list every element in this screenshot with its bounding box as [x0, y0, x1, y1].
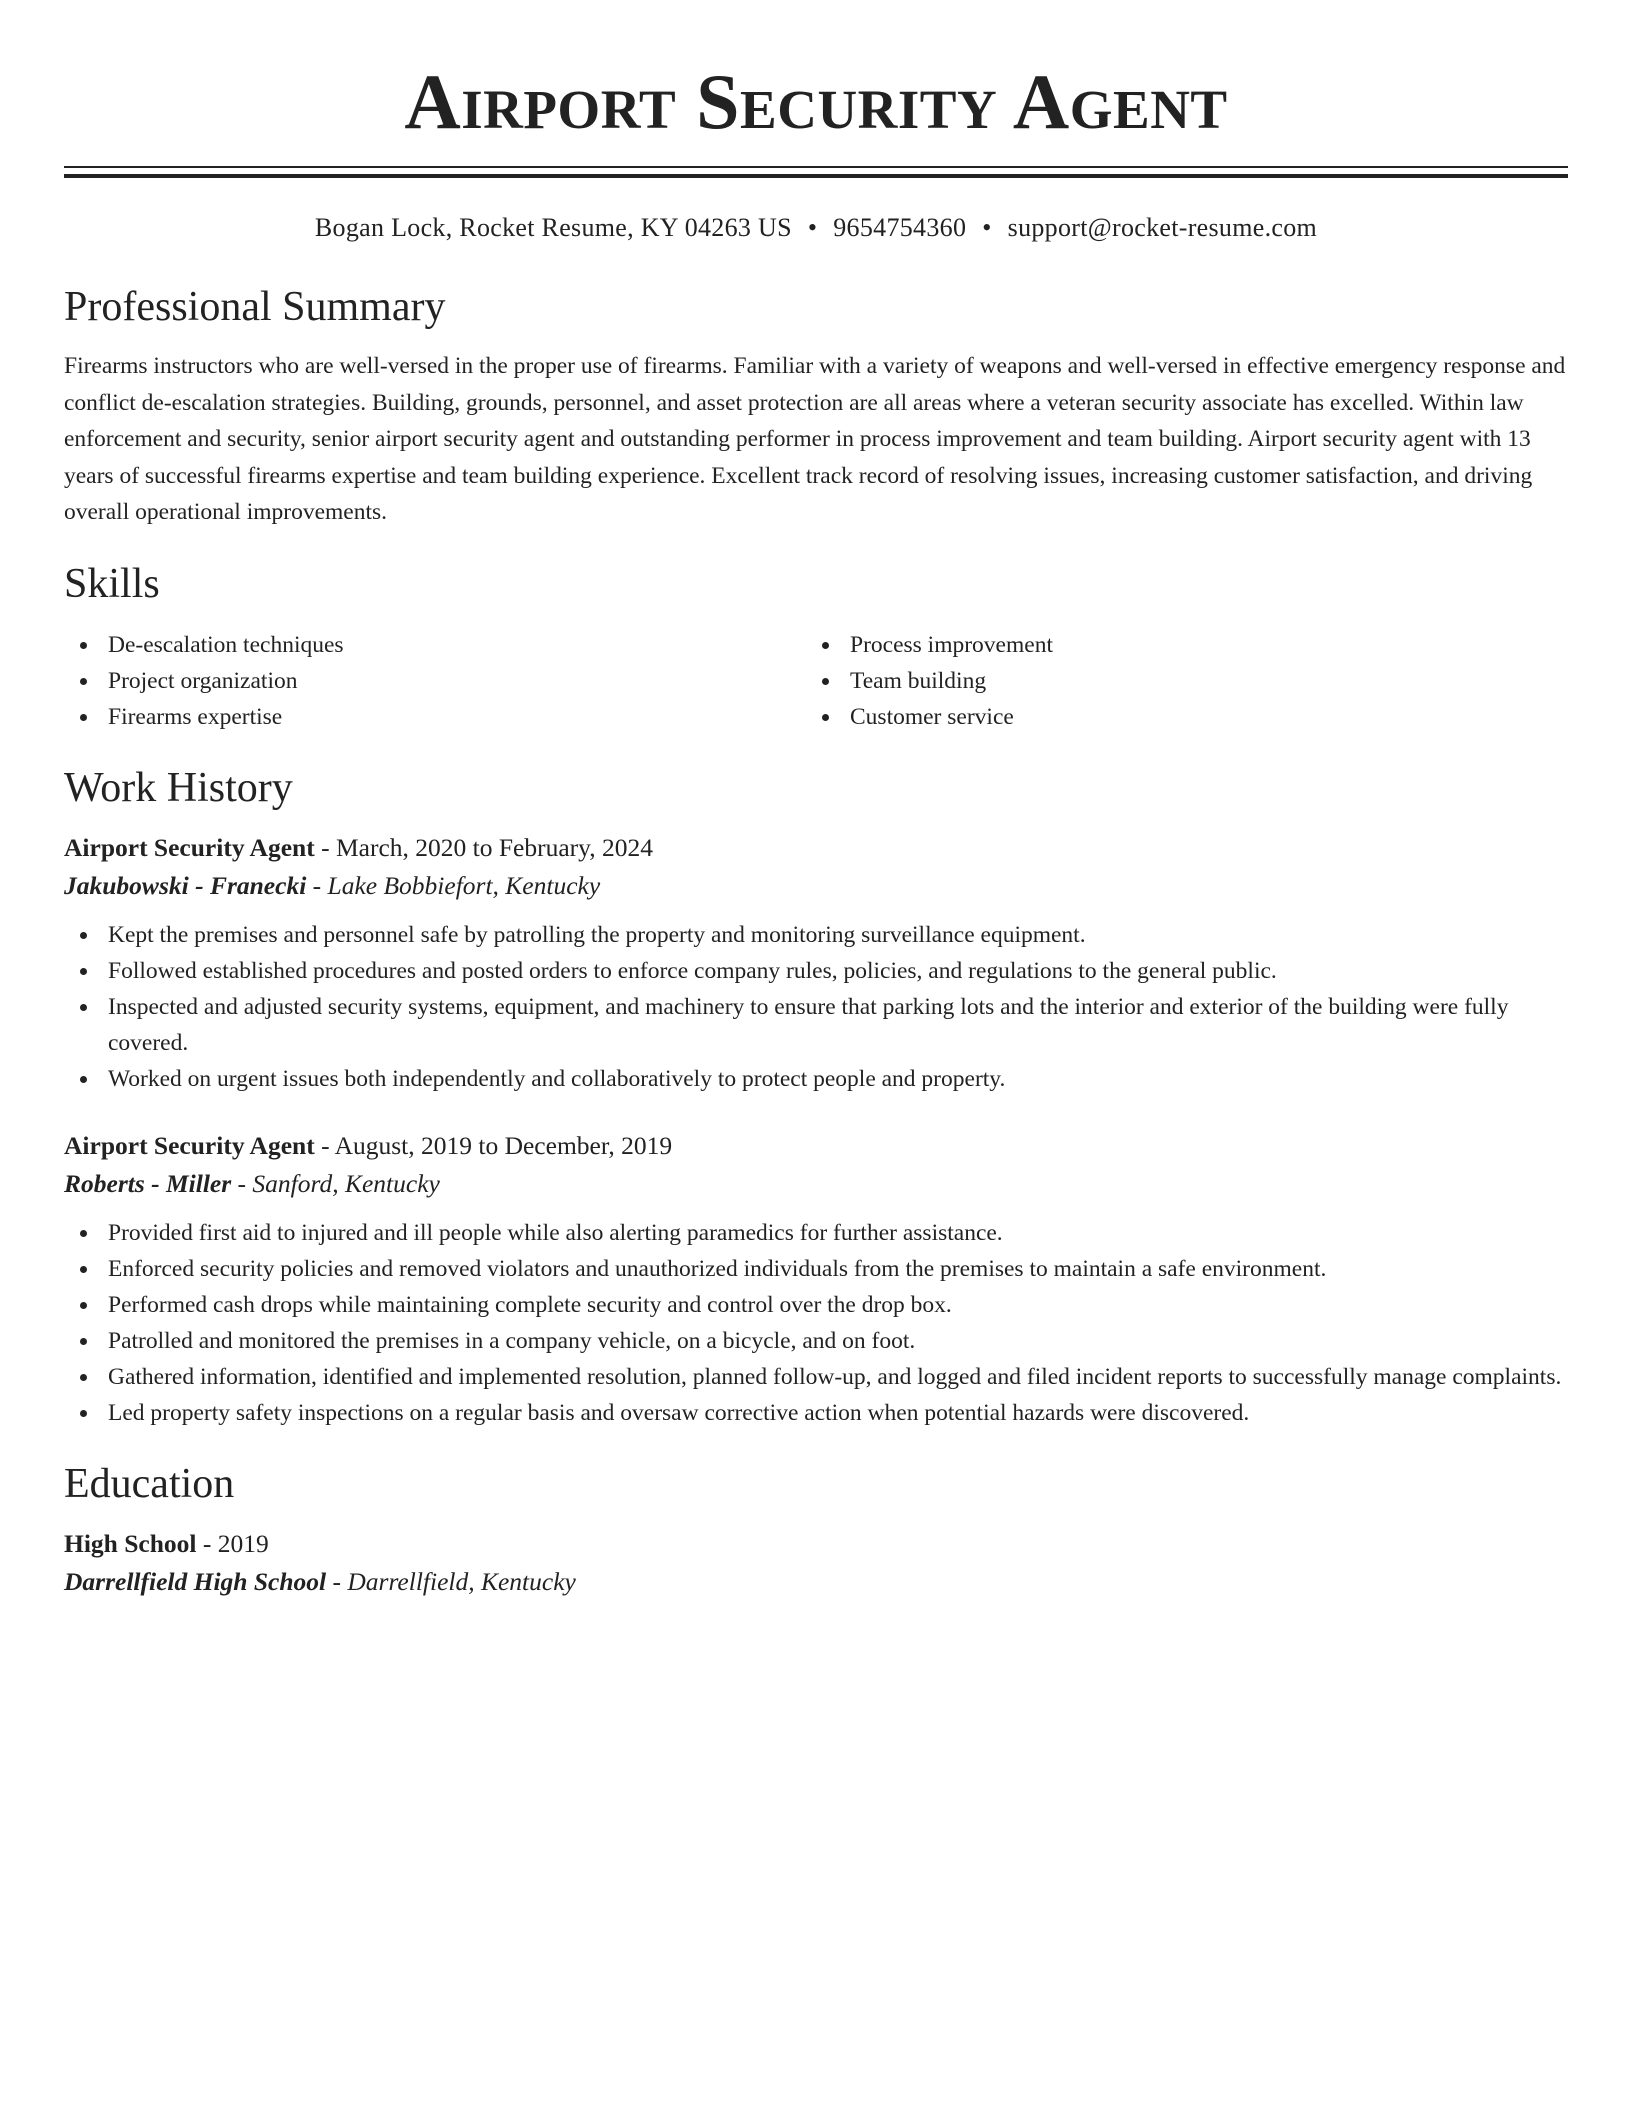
- job-bullet: Inspected and adjusted security systems, equipment, and machinery to ensure that parking lots and the interior and exterior of the building were fully covered.: [64, 989, 1568, 1061]
- job-dates: March, 2020 to February, 2024: [335, 832, 654, 862]
- education-location: Darrellfield, Kentucky: [347, 1566, 576, 1596]
- job-location: Lake Bobbiefort, Kentucky: [327, 870, 601, 900]
- job-entry: [64, 829, 1568, 1097]
- job-bullet: Led property safety inspections on a regular basis and oversaw corrective action when potential hazards were discovered.: [64, 1395, 1568, 1431]
- skill-item: Customer service: [806, 699, 1548, 735]
- summary-section: [64, 282, 1568, 531]
- job-location: Sanford, Kentucky: [252, 1168, 440, 1198]
- skill-item: Team building: [806, 663, 1548, 699]
- skills-section: [64, 559, 1568, 735]
- job-bullets: [64, 1215, 1568, 1431]
- job-bullet: Followed established procedures and posted orders to enforce company rules, policies, and regulations to the general public.: [64, 953, 1568, 989]
- contact-email: support@rocket-resume.com: [1007, 213, 1318, 242]
- education-school: Darrellfield High School: [64, 1566, 327, 1596]
- job-bullet: Worked on urgent issues both independently and collaboratively to protect people and property.: [64, 1061, 1568, 1097]
- skills-heading: Skills: [64, 560, 160, 607]
- education-heading: Education: [64, 1460, 235, 1507]
- job-company: Jakubowski - Franecki: [64, 870, 307, 900]
- job-dates: August, 2019 to December, 2019: [334, 1130, 673, 1160]
- contact-separator: •: [982, 213, 992, 242]
- work-history-section: [64, 763, 1568, 1431]
- contact-separator: •: [807, 213, 818, 242]
- summary-heading: Professional Summary: [64, 284, 446, 330]
- job-bullet: Performed cash drops while maintaining complete security and control over the drop box.: [64, 1287, 1568, 1323]
- resume-page: [64, 0, 1568, 1601]
- education-year: 2019: [217, 1528, 269, 1558]
- page-title: Airport Security Agent: [404, 58, 1228, 145]
- dash-separator: -: [312, 870, 322, 900]
- dash-separator: -: [237, 1168, 247, 1198]
- job-bullets: [64, 917, 1568, 1097]
- education-section: [64, 1459, 1568, 1601]
- contact-line: [64, 210, 1568, 246]
- job-title-line: [64, 1127, 1568, 1165]
- job-company-line: [64, 1165, 1568, 1203]
- job-title-line: [64, 829, 1568, 867]
- education-degree: High School: [64, 1528, 197, 1558]
- contact-phone: 9654754360: [833, 213, 967, 242]
- education-degree-line: [64, 1525, 1568, 1563]
- job-bullet: Kept the premises and personnel safe by patrolling the property and monitoring surveillance equipment.: [64, 917, 1568, 953]
- title-divider-thick: [64, 174, 1568, 178]
- skill-item: Process improvement: [806, 627, 1548, 663]
- dash-separator: -: [202, 1528, 212, 1558]
- job-bullet: Enforced security policies and removed violators and unauthorized individuals from the premises to maintain a safe environment.: [64, 1251, 1568, 1287]
- education-school-line: [64, 1563, 1568, 1601]
- education-entry: [64, 1525, 1568, 1601]
- job-bullet: Gathered information, identified and implemented resolution, planned follow-up, and logged and filed incident reports to successfully manage complaints.: [64, 1359, 1568, 1395]
- dash-separator: -: [321, 1130, 330, 1160]
- skills-columns: [64, 627, 1568, 735]
- job-company-line: [64, 867, 1568, 905]
- job-role: Airport Security Agent: [64, 832, 315, 862]
- skills-column-right: [806, 627, 1548, 735]
- job-role: Airport Security Agent: [64, 1130, 315, 1160]
- skill-item: De-escalation techniques: [64, 627, 806, 663]
- job-company: Roberts - Miller: [64, 1168, 232, 1198]
- skills-column-left: [64, 627, 806, 735]
- dash-separator: -: [321, 832, 330, 862]
- title-divider-thin: [64, 166, 1568, 168]
- job-bullet: Patrolled and monitored the premises in a company vehicle, on a bicycle, and on foot.: [64, 1323, 1568, 1359]
- job-entry: [64, 1127, 1568, 1431]
- contact-address: Bogan Lock, Rocket Resume, KY 04263 US: [314, 213, 792, 242]
- dash-separator: -: [332, 1566, 341, 1596]
- skill-item: Project organization: [64, 663, 806, 699]
- summary-text: Firearms instructors who are well-versed in the proper use of firearms. Familiar with a variety of weapons and well-versed in effective emergency response and conflict de-escalation strategies. Building, grounds, personnel, and asset protection are all areas where a veteran security associate has excelled. Within law enforcement and security, senior airport security agent and outstanding performer in process improvement and team building. Airport security agent with 13 years of successful firearms expertise and team building experience. Excellent track record of resolving issues, increasing customer satisfaction, and driving overall operational improvements.: [64, 353, 1566, 525]
- job-bullet: Provided first aid to injured and ill people while also alerting paramedics for further assistance.: [64, 1215, 1568, 1251]
- work-history-heading: Work History: [64, 764, 293, 811]
- skill-item: Firearms expertise: [64, 699, 806, 735]
